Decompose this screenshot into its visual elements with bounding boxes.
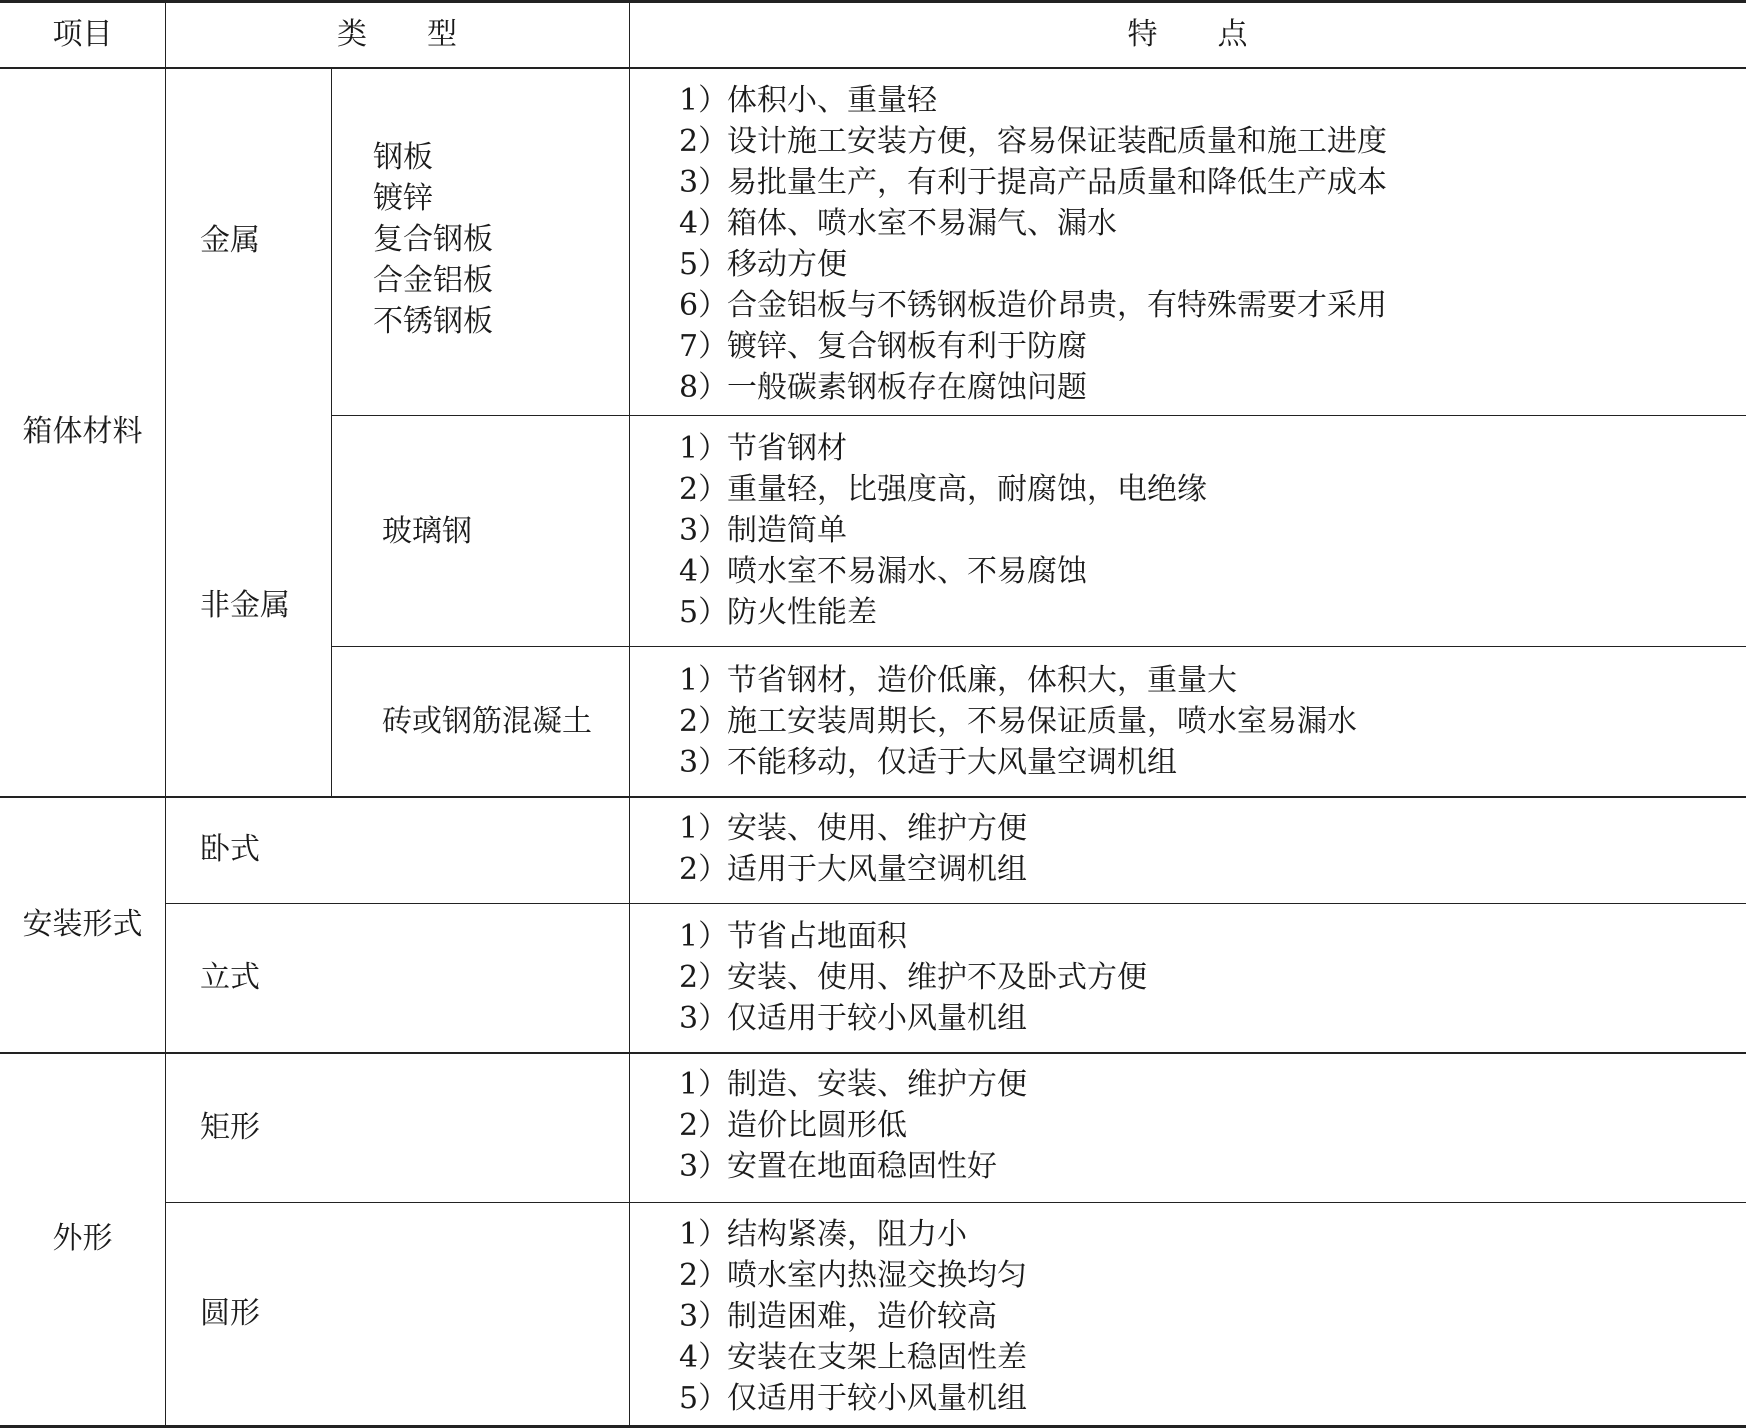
feature-line: 1）节省占地面积: [679, 919, 907, 954]
feature-line: 3）制造困难，造价较高: [679, 1299, 997, 1334]
feature-line: 3）易批量生产，有利于提高产品质量和降低生产成本: [679, 165, 1387, 200]
feature-line: 2）施工安装周期长，不易保证质量，喷水室易漏水: [679, 704, 1357, 739]
feature-line: 1）制造、安装、维护方便: [679, 1067, 1027, 1102]
feature-list: [679, 808, 1027, 890]
rule-horizontal-bottom: [165, 903, 1746, 904]
feature-line: 4）箱体、喷水室不易漏气、漏水: [679, 206, 1117, 241]
rule-section1-bottom: [0, 796, 1746, 798]
type-cell: 卧式: [200, 832, 260, 867]
feature-line: 1）节省钢材: [679, 431, 847, 466]
feature-line: 5）仅适用于较小风量机组: [679, 1381, 1027, 1416]
header-features: 特 点: [1127, 17, 1248, 52]
item-cell: 外形: [52, 1221, 113, 1256]
feature-line: 2）适用于大风量空调机组: [679, 852, 1027, 887]
feature-line: 1）结构紧凑，阻力小: [679, 1217, 967, 1252]
col2-divider: [629, 0, 630, 1428]
rule-metal-bottom: [331, 415, 1746, 416]
feature-line: 1）体积小、重量轻: [679, 83, 937, 118]
material-name: 玻璃钢: [382, 514, 472, 549]
feature-list: [679, 916, 1147, 1039]
header-item: 项目: [52, 17, 113, 52]
material-name: 不锈钢板: [373, 304, 493, 339]
feature-list: [679, 1064, 1027, 1187]
feature-line: 3）安置在地面稳固性好: [679, 1149, 997, 1184]
feature-line: 4）安装在支架上稳固性差: [679, 1340, 1027, 1375]
feature-list: [679, 1214, 1027, 1419]
feature-line: 2）喷水室内热湿交换均匀: [679, 1258, 1027, 1293]
feature-line: 7）镀锌、复合钢板有利于防腐: [679, 329, 1087, 364]
feature-line: 1）安装、使用、维护方便: [679, 811, 1027, 846]
feature-line: 2）安装、使用、维护不及卧式方便: [679, 960, 1147, 995]
top-rule: [0, 0, 1746, 3]
type-cell: 立式: [200, 960, 260, 995]
type-cell: 金属: [200, 223, 260, 258]
material-name: 钢板: [373, 140, 433, 175]
material-name: 镀锌: [373, 181, 433, 216]
feature-line: 4）喷水室不易漏水、不易腐蚀: [679, 554, 1087, 589]
type-cell: 圆形: [200, 1296, 260, 1331]
subcol-divider: [331, 68, 332, 797]
header-type: 类 型: [337, 17, 457, 52]
feature-line: 2）设计施工安装方便，容易保证装配质量和施工进度: [679, 124, 1387, 159]
rule-rect-bottom: [165, 1202, 1746, 1203]
feature-list: [679, 428, 1207, 633]
feature-list: [679, 660, 1357, 783]
material-name: 砖或钢筋混凝土: [382, 704, 592, 739]
type-cell: 矩形: [200, 1110, 260, 1145]
feature-line: 6）合金铝板与不锈钢板造价昂贵，有特殊需要才采用: [679, 288, 1387, 323]
rule-section2-bottom: [0, 1052, 1746, 1054]
feature-line: 8）一般碳素钢板存在腐蚀问题: [679, 370, 1087, 405]
feature-line: 5）防火性能差: [679, 595, 877, 630]
item-cell: 箱体材料: [22, 414, 143, 449]
header-rule: [0, 67, 1746, 69]
feature-line: 2）重量轻，比强度高，耐腐蚀，电绝缘: [679, 472, 1207, 507]
feature-list: [679, 80, 1387, 408]
material-name: 合金铝板: [373, 263, 493, 298]
feature-line: 2）造价比圆形低: [679, 1108, 907, 1143]
col1-divider: [165, 0, 166, 1428]
feature-line: 1）节省钢材，造价低廉，体积大，重量大: [679, 663, 1237, 698]
feature-line: 3）仅适用于较小风量机组: [679, 1001, 1027, 1036]
rule-frp-bottom: [331, 646, 1746, 647]
item-cell: 安装形式: [22, 907, 143, 942]
type-cell: 非金属: [200, 588, 290, 623]
material-list: [373, 137, 493, 342]
feature-line: 3）不能移动，仅适于大风量空调机组: [679, 745, 1177, 780]
feature-line: 3）制造简单: [679, 513, 847, 548]
feature-line: 5）移动方便: [679, 247, 847, 282]
material-name: 复合钢板: [373, 222, 493, 257]
